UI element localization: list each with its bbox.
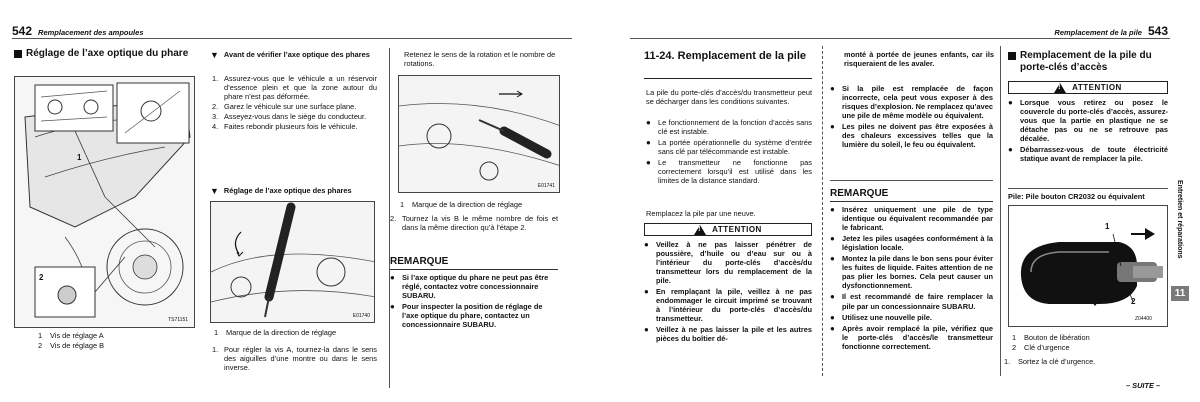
- block-rule: [830, 180, 993, 181]
- remarque-item: ● Jetez les piles usagées conformément à la législation locale.: [830, 234, 993, 253]
- down-triangle-icon: ▼: [210, 186, 219, 196]
- remarque-item: ● Si l’axe optique du phare ne peut pas être réglé, contactez votre concessionnaire SUBARU.: [390, 273, 549, 301]
- attention-item: ● Débarrassez-vous de toute électricité statique avant de remplacer la pile.: [1008, 145, 1168, 164]
- screwdriver-illustration: [211, 202, 375, 323]
- replace-line: Remplacez la pile par une neuve.: [646, 209, 756, 218]
- battery-type-line: Pile: Pile bouton CR2032 ou équivalent: [1008, 192, 1145, 201]
- figure-code: E01741: [537, 182, 555, 189]
- caption-row: 1 Marque de la direction de réglage: [214, 328, 337, 337]
- block-rule: [1008, 188, 1168, 189]
- attention-block-keyfob: [1008, 81, 1168, 165]
- column-divider: [822, 46, 823, 376]
- warning-triangle-icon: !: [694, 225, 706, 235]
- figure-label-2: 2: [1131, 297, 1136, 306]
- col2-final-step: [212, 345, 377, 373]
- figure1-captions: [38, 331, 198, 351]
- column-divider: [1000, 46, 1001, 376]
- step-item: 3. Asseyez-vous dans le siège du conducteur.: [212, 112, 367, 122]
- remarque-item: ● Montez la pile dans le bon sens pour éviter les fuites de liquide. Faites attention de ne pas plier les bornes. Cela peut causer un dysfonctionnement.: [830, 254, 993, 291]
- col3-intro: Retenez le sens de la rotation et le nombre de rotations.: [404, 50, 556, 69]
- step-item: 1. Pour régler la vis A, tournez-la dans le sens des aiguilles d’une montre ou dans le sens inverse.: [212, 345, 377, 373]
- mid-continuation: monté à portée de jeunes enfants, car ils risqueraient de les avaler.: [844, 50, 994, 69]
- caption-row: 1 Bouton de libération: [1012, 333, 1090, 342]
- attention-banner: ! ATTENTION: [644, 223, 812, 236]
- col2-heading-adjust: ▼ Réglage de l’axe optique des phares: [210, 186, 352, 196]
- down-triangle-icon: ▼: [210, 50, 219, 60]
- battery-intro: La pile du porte-clés d’accès/du transmetteur peut se décharger dans les conditions suivantes.: [646, 88, 812, 107]
- attention-banner: ! ATTENTION: [1008, 81, 1168, 94]
- condition-item: ● La portée opérationnelle du système d’entrée sans clé par télécommande est instable.: [646, 138, 812, 157]
- figure-label-2: 2: [39, 273, 44, 282]
- warning-triangle-icon: !: [1054, 83, 1066, 93]
- step-item: 4. Faites rebondir plusieurs fois le véhicule.: [212, 122, 358, 132]
- remarque-item: ● Après avoir remplacé la pile, vérifiez que le porte-clés d’accès/le transmetteur fonctionne correctement.: [830, 324, 993, 352]
- remarque-item: ● Utilisez une nouvelle pile.: [830, 312, 932, 322]
- square-bullet-icon: [14, 50, 22, 58]
- keyfob-step: [1004, 357, 1164, 367]
- step-item: 2. Tournez la vis B le même nombre de fois et dans la même direction qu’à l’étape 2.: [390, 214, 558, 233]
- remarque-right: [830, 188, 993, 353]
- warning-item: ● Les piles ne doivent pas être exposées à des chaleurs excessives telles que la lumière du soleil, le feu ou équivalent.: [830, 122, 993, 150]
- figure2-caption: [214, 328, 379, 338]
- caption-row: 2 Clé d’urgence: [1012, 343, 1070, 353]
- section-title-keyfob-battery: Remplacement de la pile du porte-clés d’accès: [1008, 50, 1168, 73]
- caption-row: 2 Vis de réglage B: [38, 341, 105, 351]
- headlight-illustration: [15, 77, 195, 328]
- figure-screw-b-adjust: [398, 75, 560, 193]
- right-page-header: [1054, 24, 1168, 39]
- figure-code: E01740: [352, 312, 370, 319]
- figure-code: Z04400: [1135, 315, 1152, 322]
- condition-item: ● Le fonctionnement de la fonction d’accès sans clé est instable.: [646, 118, 812, 137]
- side-tab-label: Entretien et réparations: [1176, 180, 1183, 259]
- header-rule-left: [12, 38, 572, 39]
- remarque-item: ● Il est recommandé de faire remplacer la pile par un concessionnaire SUBARU.: [830, 292, 993, 311]
- section-rule: [644, 78, 812, 79]
- keyfob-illustration: [1009, 206, 1168, 327]
- warning-item: ● Si la pile est remplacée de façon incorrecte, cela peut vous exposer à des risques d’explosion. Ne remplacez qu’avec une pile de même modèle ou équivalent.: [830, 84, 993, 121]
- figure-label-1: 1: [77, 153, 82, 162]
- attention-item: ● Veillez à ne pas laisser pénétrer de poussière, d’huile ou d’eau sur ou à l’intérieur du porte-clés d’accès/du transmetteur lors du remplacement de la pile.: [644, 240, 812, 286]
- remarque-left: [390, 256, 558, 331]
- figure3-caption: [400, 200, 560, 210]
- attention-item: ● Veillez à ne pas laisser la pile et les autres pièces du boîtier dé-: [644, 325, 812, 344]
- step-item: 1. Assurez-vous que le véhicule a un réservoir d’essence plein et que la zone autour du phare n’est pas déformée.: [212, 74, 377, 102]
- remarque-item: ● Insérez uniquement une pile de type identique ou équivalent recommandée par le fabricant.: [830, 205, 993, 233]
- remarque-title: REMARQUE: [390, 256, 558, 270]
- header-title-left: Remplacement des ampoules: [38, 28, 144, 37]
- caption-row: 1 Marque de la direction de réglage: [400, 200, 523, 209]
- condition-item: ● Le transmetteur ne fonctionne pas correctement lorsqu’il est utilisé dans les limites de la distance standard.: [646, 158, 812, 186]
- figure-screw-a-adjust: [210, 201, 375, 323]
- header-title-right: Remplacement de la pile: [1054, 28, 1142, 37]
- mid-bullets: [830, 84, 993, 151]
- attention-list: [1008, 98, 1168, 163]
- page-number-left: 542: [12, 24, 33, 38]
- figure-keyfob: [1008, 205, 1168, 327]
- left-page-header: [12, 24, 144, 39]
- remarque-item: ● Pour inspecter la position de réglage de l’axe optique du phare, contactez un concessionnaire SUBARU.: [390, 302, 543, 330]
- figure-label-1: 1: [1105, 222, 1110, 231]
- section-title-battery: 11-24. Remplacement de la pile: [644, 50, 807, 62]
- caption-row: 1 Vis de réglage A: [38, 331, 104, 340]
- remarque-title: REMARQUE: [830, 188, 993, 202]
- figure-code: TS71151: [168, 316, 188, 323]
- col3-step: [390, 214, 558, 233]
- battery-conditions: [646, 118, 812, 187]
- step-item: 1. Sortez la clé d’urgence.: [1004, 357, 1096, 366]
- page-number-right: 543: [1147, 24, 1168, 38]
- section-title-headlight-aim: Réglage de l’axe optique du phare: [14, 48, 194, 60]
- attention-list: [644, 240, 812, 343]
- attention-item: ● Lorsque vous retirez ou posez le couvercle du porte-clés d’accès, assurez-vous que la partie en plastique ne se détache pas ou ne se retrouve pas décalée.: [1008, 98, 1168, 144]
- suite-marker: – SUITE –: [1126, 381, 1161, 390]
- screwdriver-b-illustration: [399, 76, 560, 193]
- square-bullet-icon: [1008, 52, 1016, 60]
- step-item: 2. Garez le véhicule sur une surface plane.: [212, 102, 357, 112]
- attention-block-right: [644, 223, 812, 345]
- col2-steps: [212, 74, 377, 132]
- chapter-tab-11: 11: [1171, 286, 1189, 301]
- figure-headlight-screws: [14, 76, 195, 328]
- col2-heading-before-check: ▼ Avant de vérifier l’axe optique des phares: [210, 50, 370, 60]
- keyfob-captions: [1012, 333, 1162, 353]
- attention-item: ● En remplaçant la pile, veillez à ne pas endommager le circuit imprimé se trouvant à l’intérieur du porte-clés d’accès/du transmetteur.: [644, 287, 812, 324]
